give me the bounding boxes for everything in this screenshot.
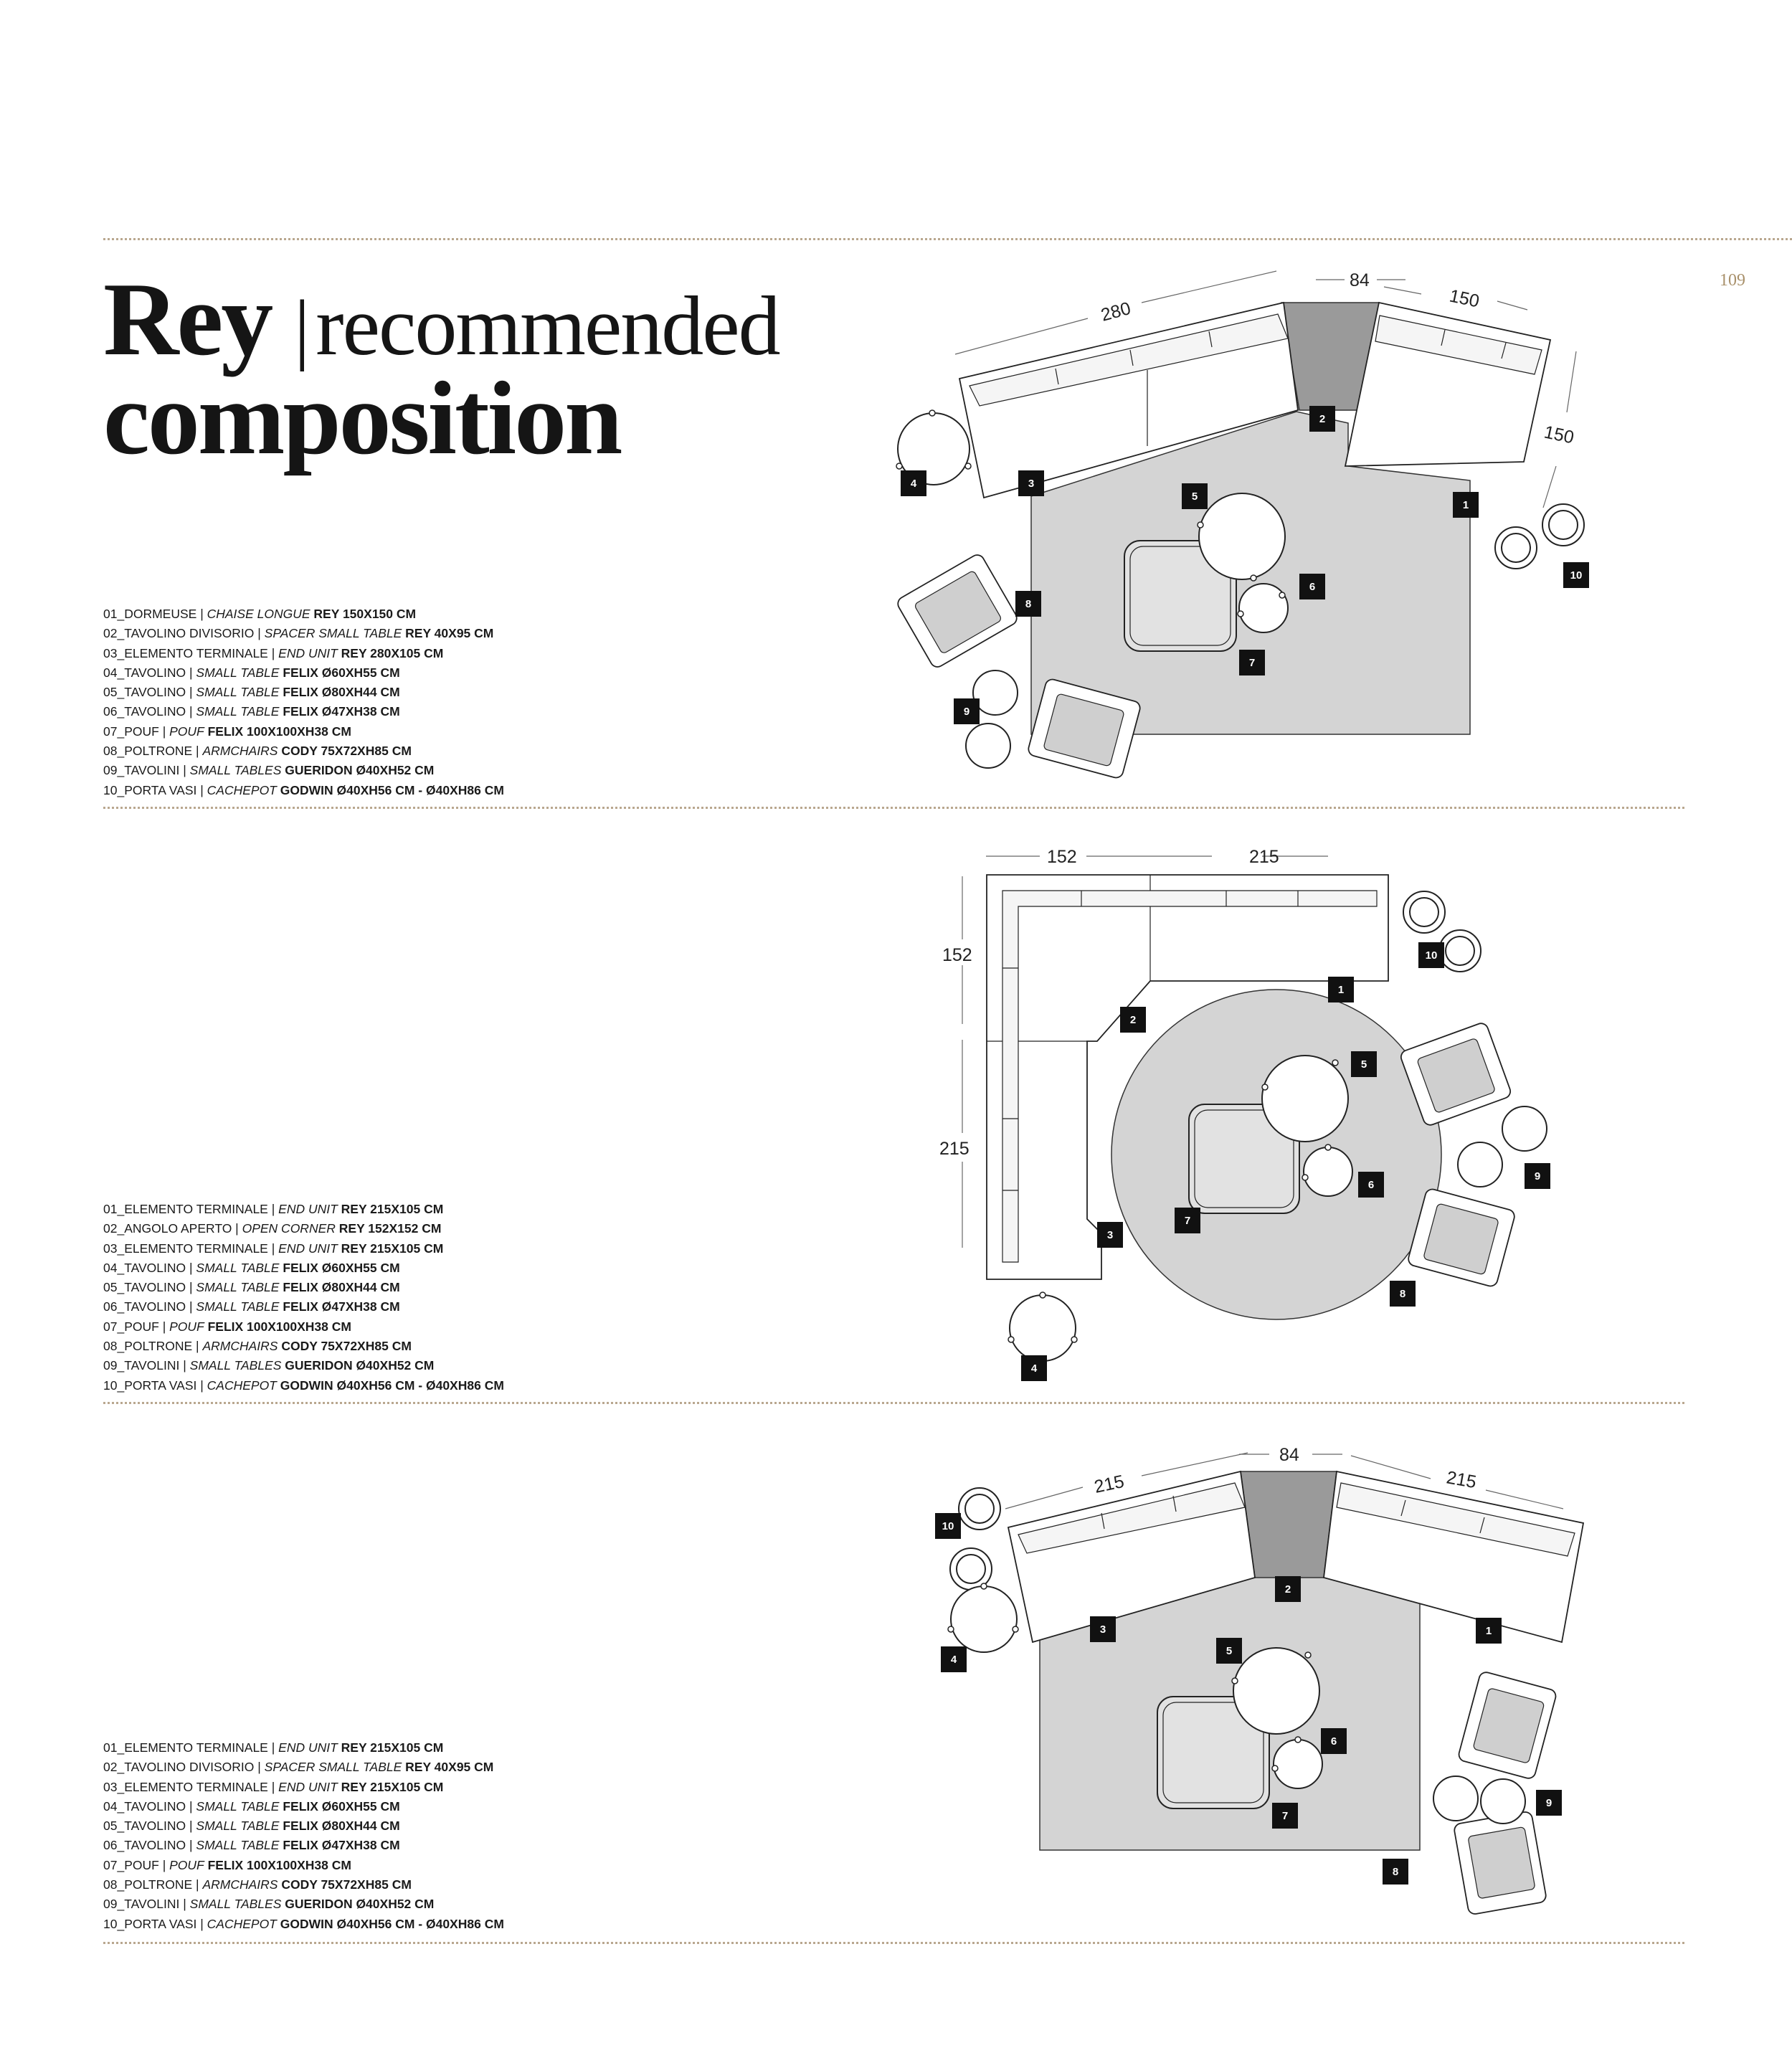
side-table-9 — [1481, 1779, 1525, 1824]
item-product: CODY 75X72XH85 CM — [281, 1877, 412, 1892]
badge-8 — [1383, 1859, 1408, 1885]
list-item — [103, 1297, 504, 1317]
item-name: ELEMENTO TERMINALE — [124, 645, 268, 660]
badge-4 — [941, 1646, 967, 1672]
item-name: TAVOLINO — [124, 1819, 186, 1834]
badge-6 — [1321, 1728, 1347, 1754]
item-name: POUF — [124, 1857, 159, 1872]
item-separator: | — [267, 1202, 279, 1216]
list-item — [103, 1816, 504, 1836]
badge-5 — [1216, 1638, 1242, 1664]
item-separator: | — [186, 1299, 196, 1314]
badge-8 — [1390, 1281, 1416, 1307]
badge-1 — [1453, 492, 1479, 518]
item-product: REY 215X105 CM — [341, 1779, 444, 1794]
item-english-name: OPEN CORNER — [242, 1221, 336, 1236]
dimension-label: 150 — [1447, 285, 1482, 312]
item-code: 06_ — [103, 704, 125, 719]
item-english-name: END UNIT — [278, 1779, 338, 1794]
list-item — [103, 1200, 504, 1219]
item-product: FELIX 100X100XH38 CM — [207, 1319, 351, 1334]
svg-text:4: 4 — [1030, 1362, 1038, 1375]
small-table-5 — [1199, 493, 1285, 579]
item-english-name: SPACER SMALL TABLE — [264, 1760, 402, 1775]
item-code: 07_ — [103, 1319, 125, 1334]
item-english-name: END UNIT — [278, 1740, 338, 1755]
item-name: POLTRONE — [124, 744, 193, 759]
page-number: 109 — [1720, 271, 1745, 290]
item-code: 01_ — [103, 607, 125, 621]
item-name: POUF — [124, 724, 159, 739]
side-table-9 — [1458, 1142, 1502, 1187]
item-separator: | — [192, 744, 203, 759]
item-separator: | — [186, 685, 196, 700]
composition-2-list — [103, 1200, 504, 1395]
item-english-name: END UNIT — [278, 1241, 338, 1256]
badge-1 — [1476, 1618, 1502, 1644]
item-code: 10_ — [103, 1378, 125, 1393]
dimension-label: 150 — [1542, 422, 1576, 448]
item-separator: | — [192, 1877, 203, 1892]
item-separator: | — [158, 724, 170, 739]
item-product: FELIX Ø80XH44 CM — [283, 1280, 400, 1295]
item-product: GODWIN Ø40XH56 CM - Ø40XH86 CM — [280, 1378, 504, 1393]
svg-text:7: 7 — [1184, 1215, 1191, 1227]
dimension-label: 215 — [1444, 1467, 1478, 1493]
list-item — [103, 1797, 504, 1816]
item-name: TAVOLINI — [124, 1897, 180, 1912]
svg-text:3: 3 — [1106, 1229, 1114, 1241]
item-code: 06_ — [103, 1838, 125, 1853]
item-code: 10_ — [103, 782, 125, 797]
badge-2 — [1120, 1007, 1146, 1033]
item-name: POUF — [124, 1319, 159, 1334]
item-name: PORTA VASI — [124, 782, 197, 797]
item-product: REY 215X105 CM — [341, 1202, 444, 1216]
item-english-name: SMALL TABLES — [189, 1358, 282, 1373]
badge-2 — [1309, 406, 1335, 432]
small-table-4 — [951, 1586, 1017, 1652]
item-code: 09_ — [103, 1897, 125, 1912]
item-product: REY 152X152 CM — [338, 1221, 442, 1236]
item-code: 02_ — [103, 1760, 125, 1775]
svg-text:10: 10 — [1425, 949, 1438, 962]
item-name: ANGOLO APERTO — [124, 1221, 232, 1236]
item-english-name: SMALL TABLE — [196, 1838, 280, 1853]
svg-text:5: 5 — [1226, 1645, 1233, 1657]
item-english-name: POUF — [169, 724, 204, 739]
list-item — [103, 1875, 504, 1895]
svg-text:5: 5 — [1191, 490, 1198, 503]
item-product: FELIX Ø80XH44 CM — [283, 1819, 400, 1834]
item-separator: | — [196, 1916, 207, 1931]
item-separator: | — [179, 1897, 190, 1912]
item-separator: | — [267, 1740, 279, 1755]
item-code: 05_ — [103, 1819, 125, 1834]
item-code: 03_ — [103, 1779, 125, 1794]
item-name: ELEMENTO TERMINALE — [124, 1202, 268, 1216]
title-bold: Rey — [103, 261, 272, 377]
item-product: REY 40X95 CM — [405, 1760, 494, 1775]
item-product: FELIX Ø60XH55 CM — [283, 1260, 400, 1275]
svg-text:6: 6 — [1330, 1735, 1337, 1748]
svg-text:7: 7 — [1248, 657, 1256, 669]
top-divider — [103, 238, 1792, 240]
item-product: FELIX Ø60XH55 CM — [283, 665, 400, 680]
item-code: 01_ — [103, 1740, 125, 1755]
item-product: REY 215X105 CM — [341, 1740, 444, 1755]
item-name: TAVOLINI — [124, 1358, 180, 1373]
item-separator: | — [267, 1241, 279, 1256]
armchair — [896, 552, 1020, 669]
dimension-label: 152 — [942, 945, 972, 965]
list-item — [103, 702, 504, 721]
item-code: 03_ — [103, 1241, 125, 1256]
item-code: 04_ — [103, 1798, 125, 1814]
item-code: 04_ — [103, 1260, 125, 1275]
item-english-name: SMALL TABLE — [196, 1280, 280, 1295]
badge-6 — [1299, 574, 1325, 599]
small-table-5 — [1262, 1056, 1348, 1142]
list-item — [103, 1258, 504, 1278]
armchair — [1407, 1187, 1516, 1287]
item-name: TAVOLINO — [124, 1798, 186, 1814]
item-name: TAVOLINO DIVISORIO — [124, 626, 255, 641]
armchair — [1457, 1671, 1557, 1780]
svg-text:3: 3 — [1028, 478, 1035, 490]
item-name: ELEMENTO TERMINALE — [124, 1740, 268, 1755]
item-english-name: SMALL TABLES — [189, 763, 282, 778]
svg-text:4: 4 — [910, 478, 917, 490]
svg-text:2: 2 — [1319, 413, 1326, 425]
list-item — [103, 1836, 504, 1855]
item-name: TAVOLINO — [124, 1280, 186, 1295]
svg-text:8: 8 — [1392, 1866, 1399, 1878]
svg-text:9: 9 — [1545, 1797, 1552, 1809]
item-english-name: SMALL TABLE — [196, 1819, 280, 1834]
item-product: REY 150X150 CM — [313, 607, 417, 621]
item-english-name: SMALL TABLE — [196, 685, 280, 700]
composition-2-plan — [932, 832, 1592, 1391]
dimension-label: 84 — [1279, 1445, 1299, 1465]
chaise-longue — [1345, 303, 1550, 466]
title-separator: | — [294, 284, 310, 371]
item-product: GODWIN Ø40XH56 CM - Ø40XH86 CM — [280, 782, 504, 797]
item-name: PORTA VASI — [124, 1916, 197, 1931]
badge-9 — [1536, 1790, 1562, 1816]
item-code: 02_ — [103, 1221, 125, 1236]
list-item — [103, 1278, 504, 1297]
item-name: PORTA VASI — [124, 1378, 197, 1393]
item-product: FELIX Ø47XH38 CM — [283, 1299, 400, 1314]
item-name: TAVOLINO — [124, 1260, 186, 1275]
small-table-6 — [1304, 1147, 1352, 1196]
item-separator: | — [158, 1319, 170, 1334]
badge-3 — [1090, 1616, 1116, 1642]
side-table-9 — [1433, 1776, 1478, 1821]
item-english-name: ARMCHAIRS — [202, 1339, 278, 1354]
item-separator: | — [267, 1779, 279, 1794]
item-separator: | — [186, 1280, 196, 1295]
badge-7 — [1272, 1803, 1298, 1829]
item-name: TAVOLINI — [124, 763, 180, 778]
item-product: REY 215X105 CM — [341, 1241, 444, 1256]
badge-2 — [1275, 1576, 1301, 1602]
list-item — [103, 1895, 504, 1914]
item-english-name: CHAISE LONGUE — [207, 607, 310, 621]
item-product: CODY 75X72XH85 CM — [281, 744, 412, 759]
item-product: REY 280X105 CM — [341, 645, 444, 660]
item-english-name: SMALL TABLE — [196, 1260, 280, 1275]
svg-text:5: 5 — [1360, 1058, 1367, 1071]
item-separator: | — [196, 1378, 207, 1393]
badge-7 — [1239, 650, 1265, 675]
item-separator: | — [186, 1838, 196, 1853]
side-table-9 — [1502, 1106, 1547, 1151]
svg-text:4: 4 — [950, 1654, 957, 1666]
list-item — [103, 624, 504, 643]
item-english-name: ARMCHAIRS — [202, 744, 278, 759]
dimension-label: 84 — [1350, 270, 1370, 290]
svg-text:8: 8 — [1025, 598, 1032, 610]
item-name: TAVOLINO — [124, 685, 186, 700]
item-separator: | — [179, 763, 190, 778]
small-table-5 — [1233, 1648, 1319, 1734]
title-light: recommended — [316, 279, 779, 373]
list-item — [103, 605, 504, 624]
item-code: 09_ — [103, 1358, 125, 1373]
item-separator: | — [158, 1857, 170, 1872]
item-code: 03_ — [103, 645, 125, 660]
badge-5 — [1351, 1051, 1377, 1077]
badge-9 — [1525, 1163, 1550, 1189]
item-english-name: SMALL TABLE — [196, 1299, 280, 1314]
svg-text:9: 9 — [963, 706, 970, 718]
item-product: GUERIDON Ø40XH52 CM — [285, 1897, 435, 1912]
item-name: TAVOLINO DIVISORIO — [124, 1760, 255, 1775]
composition-1-list — [103, 605, 504, 800]
item-product: GUERIDON Ø40XH52 CM — [285, 1358, 435, 1373]
item-name: POLTRONE — [124, 1339, 193, 1354]
item-code: 08_ — [103, 1877, 125, 1892]
item-code: 10_ — [103, 1916, 125, 1931]
divider-2 — [103, 1402, 1684, 1404]
small-table-6 — [1239, 584, 1288, 632]
item-english-name: SMALL TABLES — [189, 1897, 282, 1912]
badge-3 — [1097, 1222, 1123, 1248]
page-title — [103, 261, 779, 476]
item-separator: | — [254, 626, 265, 641]
list-item — [103, 1219, 504, 1238]
badge-4 — [1021, 1355, 1047, 1381]
svg-text:3: 3 — [1099, 1623, 1106, 1636]
svg-text:8: 8 — [1399, 1288, 1406, 1300]
spacer-table — [1241, 1471, 1337, 1578]
item-name: TAVOLINO — [124, 1838, 186, 1853]
badge-1 — [1328, 977, 1354, 1002]
list-item — [103, 1376, 504, 1395]
svg-text:7: 7 — [1281, 1810, 1289, 1822]
item-product: FELIX Ø80XH44 CM — [283, 685, 400, 700]
dimension-label: 280 — [1099, 298, 1133, 326]
item-separator: | — [196, 607, 207, 621]
item-english-name: POUF — [169, 1319, 204, 1334]
badge-8 — [1015, 591, 1041, 617]
item-english-name: SMALL TABLE — [196, 704, 280, 719]
list-item — [103, 1758, 504, 1777]
item-separator: | — [192, 1339, 203, 1354]
item-code: 02_ — [103, 626, 125, 641]
item-english-name: END UNIT — [278, 645, 338, 660]
item-english-name: POUF — [169, 1857, 204, 1872]
side-table-9 — [973, 670, 1018, 715]
list-item — [103, 722, 504, 741]
badge-3 — [1018, 470, 1044, 496]
side-table-9 — [966, 724, 1010, 768]
item-code: 07_ — [103, 1857, 125, 1872]
list-item — [103, 1356, 504, 1375]
item-separator: | — [186, 665, 196, 680]
svg-text:1: 1 — [1337, 984, 1345, 996]
badge-4 — [901, 470, 926, 496]
composition-1-plan — [875, 258, 1583, 803]
item-product: FELIX Ø47XH38 CM — [283, 1838, 400, 1853]
item-separator: | — [186, 1798, 196, 1814]
item-code: 07_ — [103, 724, 125, 739]
item-english-name: ARMCHAIRS — [202, 1877, 278, 1892]
item-name: POLTRONE — [124, 1877, 193, 1892]
item-separator: | — [267, 645, 279, 660]
item-name: ELEMENTO TERMINALE — [124, 1779, 268, 1794]
item-english-name: SPACER SMALL TABLE — [264, 626, 402, 641]
title-line2: composition — [103, 360, 621, 476]
list-item — [103, 1337, 504, 1356]
item-code: 01_ — [103, 1202, 125, 1216]
item-english-name: CACHEPOT — [207, 782, 277, 797]
badge-5 — [1182, 483, 1208, 509]
item-english-name: SMALL TABLE — [196, 1798, 280, 1814]
small-table-4 — [1010, 1295, 1076, 1361]
svg-text:10: 10 — [942, 1520, 954, 1532]
item-product: FELIX Ø47XH38 CM — [283, 704, 400, 719]
item-code: 08_ — [103, 744, 125, 759]
list-item — [103, 1738, 504, 1758]
item-name: TAVOLINO — [124, 704, 186, 719]
badge-10 — [1418, 942, 1444, 968]
item-english-name: END UNIT — [278, 1202, 338, 1216]
item-product: GODWIN Ø40XH56 CM - Ø40XH86 CM — [280, 1916, 504, 1931]
badge-6 — [1358, 1172, 1384, 1198]
item-product: REY 40X95 CM — [405, 626, 494, 641]
badge-10 — [935, 1513, 961, 1539]
item-name: TAVOLINO — [124, 665, 186, 680]
list-item — [103, 1239, 504, 1258]
item-name: TAVOLINO — [124, 1299, 186, 1314]
svg-text:2: 2 — [1129, 1014, 1137, 1026]
dimension-label: 215 — [1092, 1471, 1127, 1497]
item-separator: | — [179, 1358, 190, 1373]
list-item — [103, 663, 504, 683]
svg-text:10: 10 — [1570, 569, 1583, 582]
list-item — [103, 683, 504, 702]
composition-3-plan — [904, 1434, 1606, 1929]
svg-text:6: 6 — [1309, 581, 1316, 593]
list-item — [103, 644, 504, 663]
item-code: 09_ — [103, 763, 125, 778]
item-separator: | — [232, 1221, 242, 1236]
divider-3 — [103, 1942, 1684, 1944]
item-english-name: SMALL TABLE — [196, 665, 280, 680]
item-product: FELIX 100X100XH38 CM — [207, 724, 351, 739]
item-code: 05_ — [103, 1280, 125, 1295]
svg-text:6: 6 — [1367, 1179, 1375, 1191]
item-product: FELIX Ø60XH55 CM — [283, 1798, 400, 1814]
item-product: FELIX 100X100XH38 CM — [207, 1857, 351, 1872]
list-item — [103, 1915, 504, 1934]
item-code: 04_ — [103, 665, 125, 680]
dimension-label: 152 — [1047, 847, 1077, 867]
svg-text:2: 2 — [1284, 1583, 1291, 1596]
badge-10 — [1563, 562, 1589, 588]
badge-9 — [954, 698, 980, 724]
list-item — [103, 1317, 504, 1337]
svg-text:1: 1 — [1462, 499, 1469, 511]
list-item — [103, 781, 504, 800]
item-separator: | — [186, 1819, 196, 1834]
item-code: 06_ — [103, 1299, 125, 1314]
composition-3-list — [103, 1738, 504, 1934]
item-name: ELEMENTO TERMINALE — [124, 1241, 268, 1256]
item-english-name: CACHEPOT — [207, 1378, 277, 1393]
svg-text:9: 9 — [1534, 1170, 1541, 1182]
item-separator: | — [196, 782, 207, 797]
list-item — [103, 761, 504, 780]
dimension-label: 215 — [939, 1139, 970, 1159]
item-separator: | — [254, 1760, 265, 1775]
list-item — [103, 1778, 504, 1797]
item-separator: | — [186, 1260, 196, 1275]
svg-text:1: 1 — [1485, 1625, 1492, 1637]
small-table-6 — [1274, 1740, 1322, 1788]
badge-7 — [1175, 1208, 1200, 1233]
item-name: DORMEUSE — [124, 607, 197, 621]
item-code: 08_ — [103, 1339, 125, 1354]
item-english-name: CACHEPOT — [207, 1916, 277, 1931]
item-product: GUERIDON Ø40XH52 CM — [285, 763, 435, 778]
item-separator: | — [186, 704, 196, 719]
item-product: CODY 75X72XH85 CM — [281, 1339, 412, 1354]
list-item — [103, 1856, 504, 1875]
item-code: 05_ — [103, 685, 125, 700]
armchair — [1454, 1811, 1547, 1915]
list-item — [103, 741, 504, 761]
divider-1 — [103, 807, 1684, 809]
dimension-label: 215 — [1249, 847, 1279, 867]
